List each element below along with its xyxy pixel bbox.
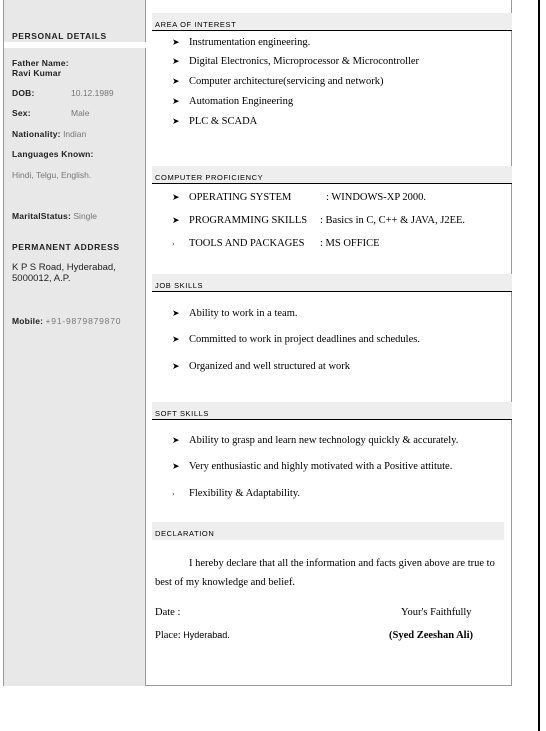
list-item-text: Ability to work in a team. bbox=[189, 308, 298, 319]
list-item-text: Ability to grasp and learn new technology quickly & accurately. bbox=[189, 435, 459, 446]
skill-value: : WINDOWS-XP 2000. bbox=[326, 192, 427, 203]
place-value: Hyderabad. bbox=[183, 630, 230, 640]
list-item bbox=[172, 56, 419, 67]
section-rule bbox=[152, 291, 512, 292]
section-title: SOFT SKILLS bbox=[155, 409, 209, 418]
signature-name: (Syed Zeeshan Ali) bbox=[389, 630, 474, 641]
section-rule bbox=[152, 419, 512, 420]
list-item bbox=[172, 76, 383, 87]
marital-value: Single bbox=[73, 211, 98, 221]
list-item bbox=[172, 238, 380, 249]
marital-label: MaritalStatus: bbox=[12, 211, 72, 221]
dob-value: 10.12.1989 bbox=[71, 88, 114, 98]
arrow-bullet-icon: ➤ bbox=[172, 76, 180, 86]
area-of-interest-heading bbox=[152, 13, 512, 31]
soft-skills-heading bbox=[152, 402, 512, 420]
address-line-2: 5000012, A.P. bbox=[12, 273, 71, 284]
mobile-row bbox=[12, 316, 121, 326]
list-item bbox=[172, 308, 297, 319]
list-item-text: Very enthusiastic and highly motivated with a Positive attitute. bbox=[189, 461, 453, 472]
list-item bbox=[172, 461, 452, 472]
skill-label: TOOLS AND PACKAGES bbox=[189, 238, 305, 249]
languages-value: Hindi, Telgu, English. bbox=[12, 170, 92, 180]
place-label: Place: bbox=[155, 630, 181, 641]
dob-label: DOB: bbox=[12, 88, 35, 98]
sidebar-divider bbox=[4, 42, 150, 48]
arrow-bullet-icon: ➤ bbox=[172, 192, 180, 202]
arrow-bullet-icon: ➤ bbox=[172, 361, 180, 371]
list-item bbox=[172, 96, 293, 107]
list-item-text: Digital Electronics, Microprocessor & Microcontroller bbox=[189, 56, 420, 67]
skill-label: OPERATING SYSTEM bbox=[189, 192, 292, 203]
list-item bbox=[172, 215, 465, 226]
section-title: DECLARATION bbox=[155, 529, 215, 538]
arrow-bullet-icon: ➤ bbox=[172, 56, 180, 66]
list-item bbox=[172, 488, 300, 499]
job-skills-heading bbox=[152, 274, 512, 292]
list-item-text: Organized and well structured at work bbox=[189, 361, 351, 372]
list-item-text: Instrumentation engineering. bbox=[189, 37, 311, 48]
arrow-bullet-icon: › bbox=[172, 240, 175, 248]
declaration-text: I hereby declare that all the information and facts given above are true to best of my knowledge and belief. bbox=[155, 558, 495, 588]
arrow-bullet-icon: ➤ bbox=[172, 461, 180, 471]
section-rule bbox=[152, 183, 512, 184]
personal-details-title: PERSONAL DETAILS bbox=[12, 31, 107, 41]
list-item-text: PLC & SCADA bbox=[189, 116, 258, 127]
nationality-label: Nationality: bbox=[12, 129, 61, 139]
languages-label: Languages Known: bbox=[12, 149, 94, 159]
list-item bbox=[172, 192, 426, 203]
section-title: COMPUTER PROFICIENCY bbox=[155, 173, 264, 182]
list-item-text: Automation Engineering bbox=[189, 96, 294, 107]
list-item bbox=[172, 435, 458, 446]
declaration-heading bbox=[152, 522, 504, 540]
arrow-bullet-icon: ➤ bbox=[172, 435, 180, 445]
sex-value: Male bbox=[71, 108, 90, 118]
permanent-address-title: PERMANENT ADDRESS bbox=[12, 242, 120, 252]
arrow-bullet-icon: ➤ bbox=[172, 308, 180, 318]
skill-label: PROGRAMMING SKILLS bbox=[189, 215, 308, 226]
section-title: AREA OF INTEREST bbox=[155, 20, 237, 29]
section-title: JOB SKILLS bbox=[155, 281, 204, 290]
list-item bbox=[172, 334, 420, 345]
list-item bbox=[172, 37, 310, 48]
arrow-bullet-icon: ➤ bbox=[172, 334, 180, 344]
nationality-row bbox=[12, 129, 86, 139]
arrow-bullet-icon: ➤ bbox=[172, 37, 180, 47]
arrow-bullet-icon: ➤ bbox=[172, 116, 180, 126]
list-item-text: Committed to work in project deadlines and schedules. bbox=[189, 334, 420, 345]
skill-value: : Basics in C, C++ & JAVA, J2EE. bbox=[320, 215, 466, 226]
address-line-1: K P S Road, Hyderabad, bbox=[12, 262, 116, 273]
arrow-bullet-icon: ➤ bbox=[172, 215, 180, 225]
marital-row bbox=[12, 211, 97, 221]
computer-proficiency-heading bbox=[152, 166, 512, 184]
father-name-value: Ravi Kumar bbox=[12, 68, 62, 78]
father-name-label: Father Name: bbox=[12, 58, 69, 68]
list-item bbox=[172, 116, 257, 127]
list-item-text: Computer architecture(servicing and network) bbox=[189, 76, 384, 87]
sex-label: Sex: bbox=[12, 108, 31, 118]
sidebar-personal-details bbox=[4, 0, 146, 686]
place-row bbox=[155, 630, 230, 641]
section-rule bbox=[152, 30, 512, 31]
mobile-value: +91-9879879870 bbox=[45, 316, 122, 326]
mobile-label: Mobile: bbox=[12, 316, 44, 326]
date-label: Date : bbox=[155, 607, 181, 618]
arrow-bullet-icon: › bbox=[172, 490, 175, 498]
arrow-bullet-icon: ➤ bbox=[172, 96, 180, 106]
nationality-value: Indian bbox=[63, 129, 87, 139]
list-item-text: Flexibility & Adaptability. bbox=[189, 488, 301, 499]
page-edge-rule bbox=[538, 0, 540, 731]
list-item bbox=[172, 361, 350, 372]
skill-value: : MS OFFICE bbox=[320, 238, 380, 249]
closing-text: Your's Faithfully bbox=[401, 607, 472, 618]
